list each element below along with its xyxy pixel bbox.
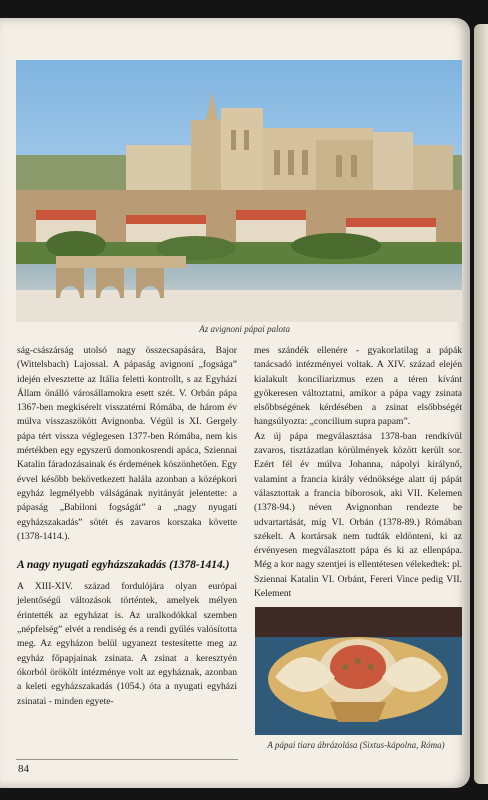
- right-paragraph-2: Az új pápa megválasztása 1378-ban rendkívül zavaros, tisztázatlan körülmények között került sor. Ezért fél év múlva Johanna, nápolyi királynő, valamint a francia király védnöksége alatt új pápát választottak a francia bíborosok, aki VII. Kelemen (1378-94.) néven Avignonban rendezte be udvartartását, míg VI. Orbán (1378-89.) Rómában székelt. A kortársak nem tudták eldönteni, ki az érvényesen megválasztott pápa és ki az ellenpápa. Még a kor nagy szentjei is ellentétesen vélekedtek: pl. Sziennai Katalin VI. Orbánt, Fereri Vince pedig VII. Kelement: [254, 430, 462, 600]
- left-text-column: [17, 344, 237, 709]
- next-page-edge: [474, 24, 488, 784]
- footer-rule: [16, 759, 238, 760]
- photo-caption: Az avignoni pápai palota: [199, 324, 290, 334]
- avignon-palace-photo: [16, 60, 462, 322]
- book-page: [0, 18, 470, 788]
- page-number: 84: [18, 763, 29, 775]
- right-text-column: [254, 344, 462, 601]
- tiara-caption: A pápai tiara ábrázolása (Sixtus-kápolna, Róma): [267, 740, 445, 750]
- papal-tiara-image: [255, 607, 462, 735]
- left-paragraph-2: A XIII-XIV. század fordulójára olyan európai jelentőségű változások történtek, amelyek mélyen érintették az egyházat is. Az uralkodókkal szemben „népfelség” elvét a rendiség és a rendi gyűlés valósította meg. Az egyházon belül ugyanezt testesítette meg az egyház főpapjainak zsinata. A zsinat a keresztyén ókorból örökölt intézménye volt az egyháznak, azonban a keleti egyházszakadás (1054.) óta a nyugati egyházi zsinatai - minden egyete-: [17, 581, 237, 707]
- section-heading: A nagy nyugati egyházszakadás (1378-1414.): [17, 559, 230, 572]
- right-paragraph-1: mes szándék ellenére - gyakorlatilag a pápák tanácsadó intézményei voltak. A XIV. század elején kialakult konciliarizmus ezen a téren kívánt gyökeresen változtatni, amikor a pápa vagy zsinata elsőbbségének kérdésében a zsinat elsőbbségét hangsúlyozta: „concilium supra papam”.: [254, 345, 462, 428]
- left-paragraph-1: ság-császárság utolsó nagy összecsapására, Bajor (Wittelsbach) Lajossal. A pápaság avignoni „fogsága” idején elvesztette az Itália feletti kontrollt, s az Egyházi Állam önálló városállamokra esett szét. V. Orbán pápa 1367-ben megkísérelt visszatérni Rómába, de három év múlva visszaszökött Avignonba. Végül is XI. Gergely pápa tért vissza véglegesen 1377-ben Rómába, nem kis mértékben egy egyszerű domonkosrendi apáca, Sziennai Katalin fáradozásainak és érdemének köszönhetően. Egy évvel később bekövetkezett halála azonban a középkori egyház legmélyebb válságának nyitányát jelentette: a pápaság „Babiloni fogságát” a „nagy nyugati egyházszakadás” sötét és zavaros korszaka követte (1378-1414.).: [17, 345, 237, 542]
